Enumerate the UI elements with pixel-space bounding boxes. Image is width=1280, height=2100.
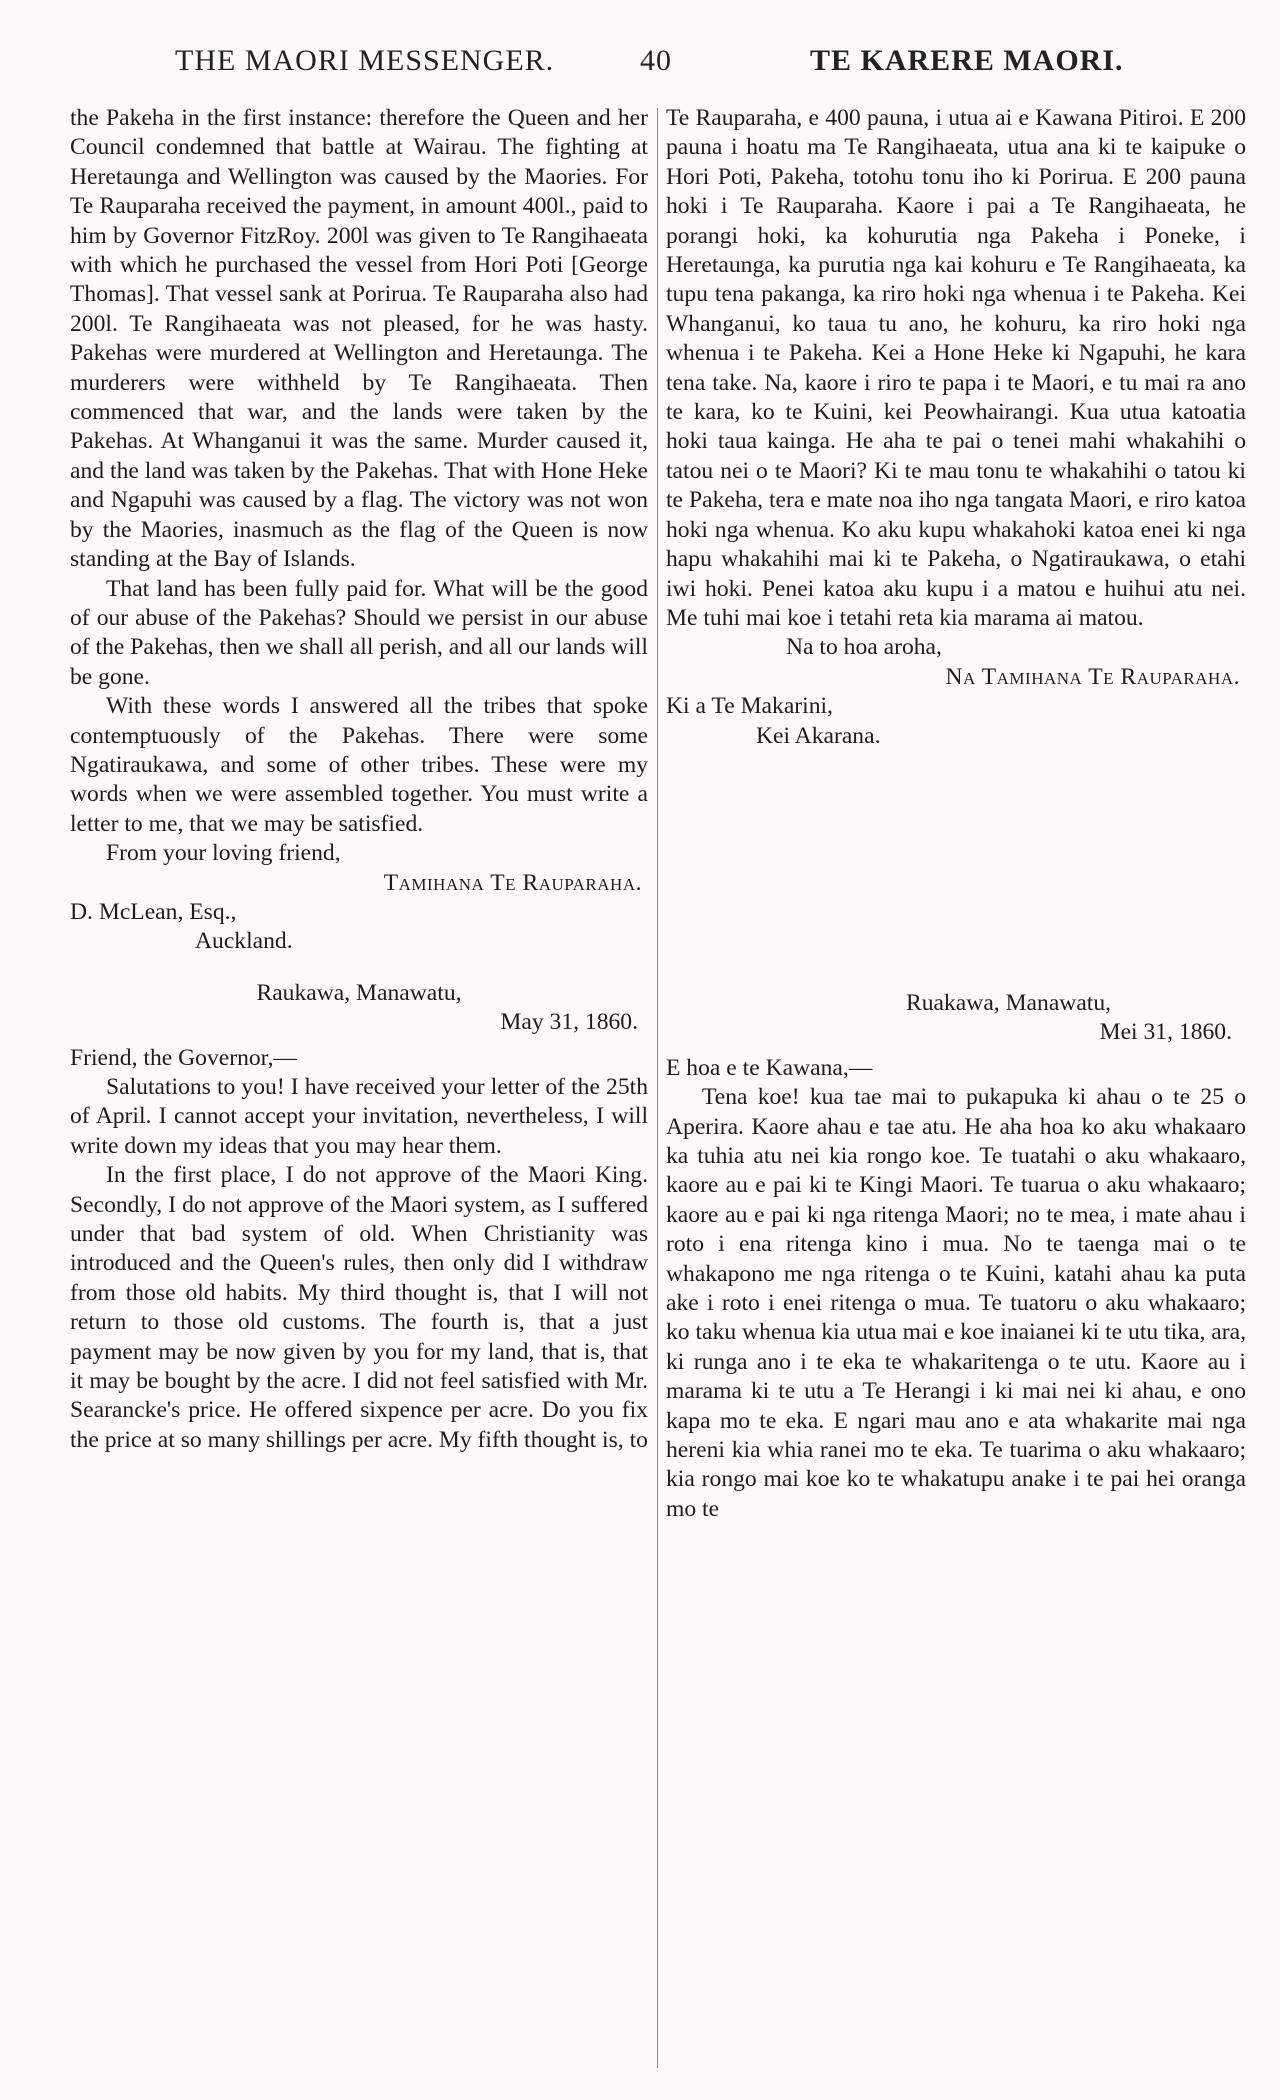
letter2-body-paragraph: In the first place, I do not approve of the Maori King. Secondly, I do not approve of the Maori system, as I suffered under that bad system of old. When Christianity was introduced and the Queen's rules, then only did I withdraw from those old habits. My third thought is, that I will not return to those old customs. The fourth is, that a just payment may be now given by you for my land, that is, that it may be bought by the acre. I did not feel satisfied with Mr. Searancke's price. He offered sixpence per acre. Do you fix the price at so many shillings per acre. My fifth thought is, to — [70, 1162, 648, 1453]
letter2-salutation-maori: E hoa e te Kawana,— — [666, 1054, 873, 1081]
letter1-addressee-place: Auckland. — [195, 928, 293, 955]
letter1-body-paragraph-maori: Te Rauparaha, e 400 pauna, i utua ai e Kawana Pitiroi. E 200 pauna i hoatu ma Te Rangihaeata, utua ana ki te kaipuke o Hori Poti, Pakeha, totohu tonu iho ki Porirua. E 200 pauna hoki i Te Rauparaha. Kaore i pai a Te Rangihaeata, he porangi hoki, ka kohurutia nga Pakeha i Poneke, i Heretaunga, ka purutia nga kai kohuru e Te Rangihaeata, ka tupu tena pakanga, ka riro hoki nga whenua i te Pakeha. Kei Whanganui, ko taua tu ano, he kohuru, ka riro hoki nga whenua i te Pakeha. Kei a Hone Heke ki Ngapuhi, he kara tena take. Na, kaore i riro te papa i te Maori, e tu mai ra ano te kara, ko te Kuini, kei Peowhairangi. Kua utua katoatia hoki taua kainga. He aha te pai o tenei mahi whakahihi o tatou nei o te Maori? Ki te mau tonu te whakahihi o tatou ki te Pakeha, tera e mate noa iho nga tangata Maori, e riro katoa hoki nga whenua. Ko aku kupu whakahoki katoa enei ki nga hapu whakahihi mai ki te Pakeha, o Ngatiraukawa, o etahi iwi hoki. Penei katoa aku kupu i a matou e huihui atu nei. Me tuhi mai koe i tetahi reta kia marama ai matou. — [666, 105, 1246, 631]
letter1-body-paragraph: With these words I answered all the tribes that spoke contemptuously of the Pakehas. There were some Ngatiraukawa, and some of other tribes. These were my words when we were assembled together. You must write a letter to me, that we may be satisfied. — [70, 693, 648, 837]
header-maori-title: TE KARERE MAORI. — [810, 44, 1124, 77]
letter1-closing: From your loving friend, — [106, 840, 341, 867]
letter2-place-maori: Ruakawa, Manawatu, — [906, 989, 1112, 1016]
letter2-date-maori: Mei 31, 1860. — [1099, 1019, 1232, 1046]
column-divider — [657, 108, 658, 2068]
letter2-date: May 31, 1860. — [500, 1009, 638, 1036]
page-header — [0, 36, 1280, 96]
letter1-addressee: D. McLean, Esq., — [70, 898, 237, 925]
letter1-signature: Tamihana Te Rauparaha. — [383, 869, 642, 896]
letter1-signature-maori: Na Tamihana Te Rauparaha. — [945, 663, 1240, 690]
letter2-salutation: Friend, the Governor,— — [70, 1044, 298, 1071]
letter1-addressee-maori: Ki a Te Makarini, — [666, 693, 833, 720]
header-english-title: THE MAORI MESSENGER. — [175, 44, 555, 77]
letter2-place: Raukawa, Manawatu, — [256, 979, 462, 1006]
letter1-body-paragraph: the Pakeha in the first instance: therefore the Queen and her Council condemned that battle at Wairau. The fighting at Heretaunga and Wellington was caused by the Maories. For Te Rauparaha received the payment, in amount 400l., paid to him by Governor FitzRoy. 200l was given to Te Rangihaeata with which he purchased the vessel from Hori Poti [George Thomas]. That vessel sank at Porirua. Te Rauparaha also had 200l. Te Rangihaeata was not pleased, for he was hasty. Pakehas were murdered at Wellington and Heretaunga. The murderers were withheld by Te Rangihaeata. Then commenced that war, and the lands were taken by the Pakehas. At Whanganui it was the same. Murder caused it, and the land was taken by the Pakehas. That with Hone Heke and Ngapuhi was caused by a flag. The victory was not won by the Maories, inasmuch as the flag of the Queen is now standing at the Bay of Islands. — [70, 105, 648, 573]
letter1-addressee-place-maori: Kei Akarana. — [756, 722, 881, 749]
letter1-body-paragraph: That land has been fully paid for. What will be the good of our abuse of the Pakehas? Should we persist in our abuse of the Pakehas, then we shall all perish, and all our lands will be gone. — [70, 575, 648, 690]
maori-column — [666, 104, 1246, 2089]
letter2-body-paragraph-maori: Tena koe! kua tae mai to pukapuka ki ahau o te 25 o Aperira. Kaore ahau e tae atu. He aha hoa ko aku whakaaro ka tuhia atu nei kia rongo koe. Te tuatahi o aku whakaaro, kaore au e pai ki te Kingi Maori. Te tuarua o aku whakaaro; kaore au e pai ki nga ritenga Maori; no te mea, i mate ahau i roto i ena ritenga kino i mua. No te taenga mai o te whakapono me nga ritenga o te Kuini, katahi ahau ka puta ake i roto i enei ritenga o mua. Te tuatoru o aku whakaaro; ko taku whenua kia utua mai e koe inaianei ki te utu tika, ara, ki runga ano i te eka te whakaritenga o te utu. Kaore au i marama ki te utu a Te Herangi i ki mai nei ki ahau, e ono kapa mo te eka. E ngari mau ano e ata whakarite mai nga hereni kia whia ranei mo te eka. Te tuarima o aku whakaaro; kia rongo mai koe ko te whakatupu anake i te pai hei oranga mo te — [666, 1084, 1246, 1522]
page-number: 40 — [640, 44, 672, 77]
letter2-body-paragraph: Salutations to you! I have received your letter of the 25th of April. I cannot accept your invitation, nevertheless, I will write down my ideas that you may hear them. — [70, 1074, 648, 1159]
english-column — [70, 104, 648, 2089]
letter1-closing-maori: Na to hoa aroha, — [786, 634, 942, 661]
